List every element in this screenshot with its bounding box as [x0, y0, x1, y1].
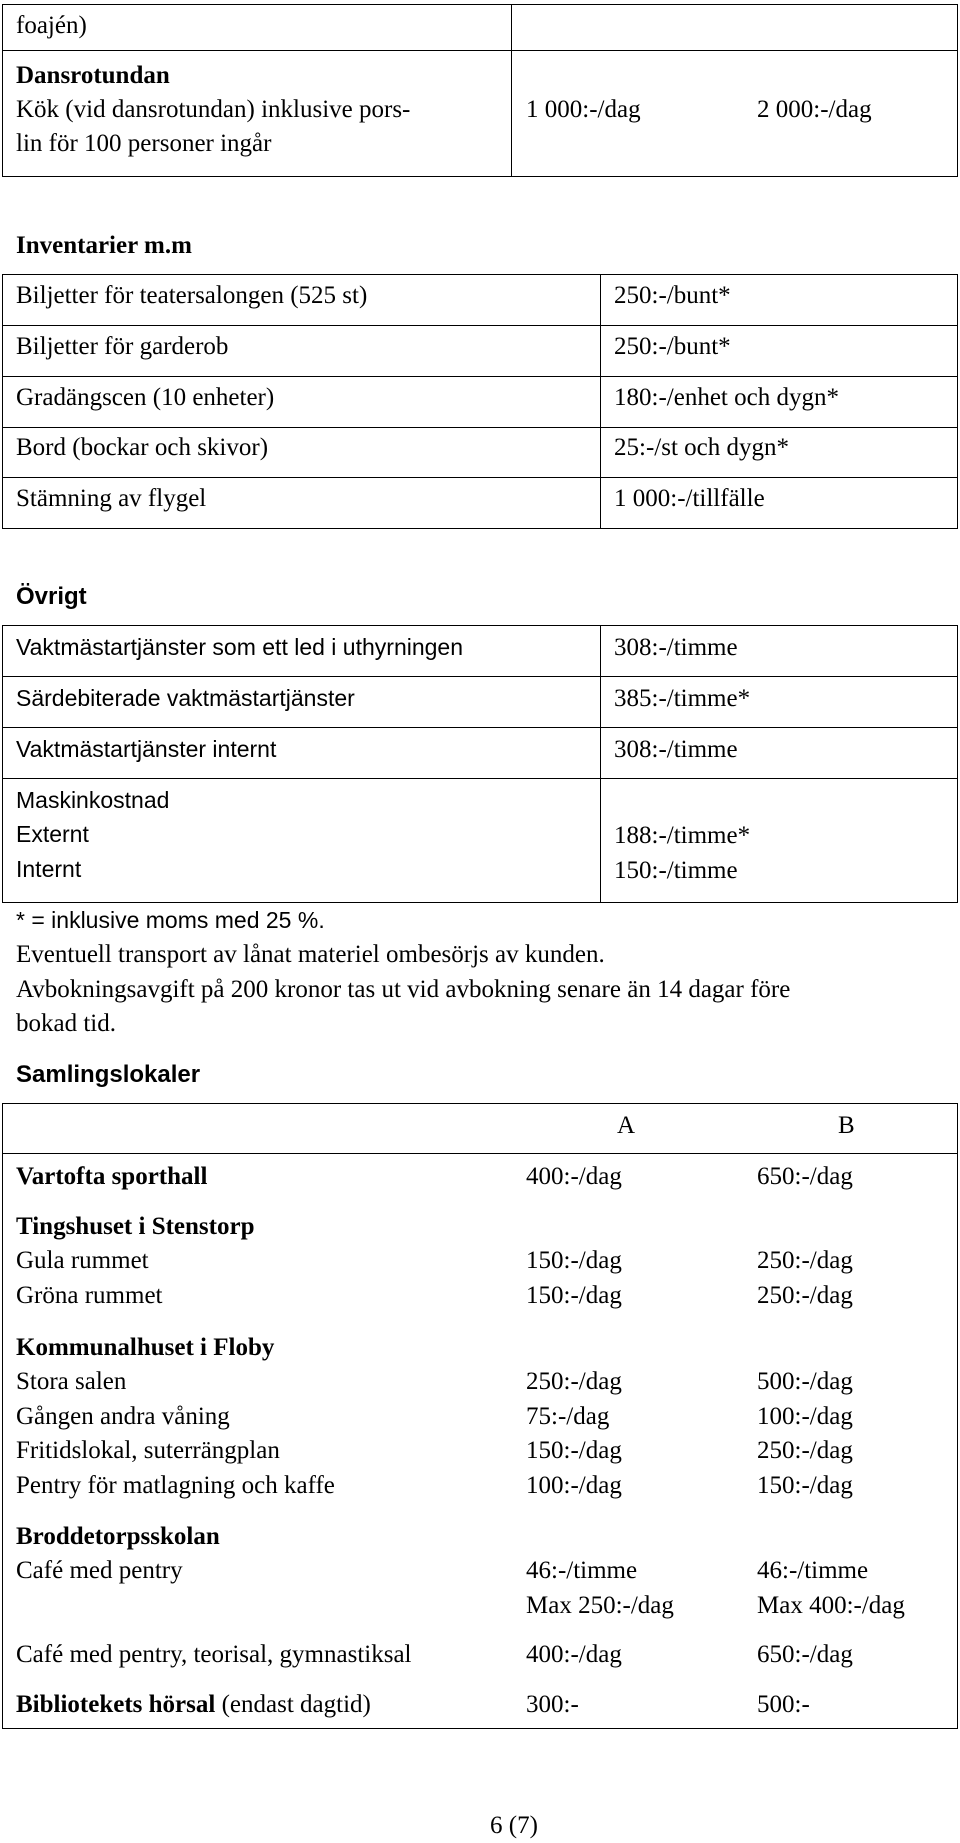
table-border: [2, 1728, 958, 1729]
price-a: 250:-/dag: [526, 1368, 622, 1395]
table-border: [957, 1103, 958, 1729]
note-moms: * = inklusive moms med 25 %.: [16, 907, 325, 933]
price-a: 150:-/dag: [526, 1282, 622, 1309]
table-cell: Vaktmästartjänster som ett led i uthyrningen: [16, 634, 464, 660]
price-a: 300:-: [526, 1691, 579, 1718]
table-cell: 385:-/timme*: [614, 685, 751, 712]
samlingslokaler-heading: Samlingslokaler: [16, 1061, 201, 1088]
room-name: Gången andra våning: [16, 1403, 230, 1430]
price-a: 400:-/dag: [526, 1641, 622, 1668]
room-name: Pentry för matlagning och kaffe: [16, 1472, 335, 1499]
table-border: [2, 625, 958, 626]
room-name: Café med pentry, teorisal, gymnastiksal: [16, 1641, 412, 1668]
table-border: [2, 727, 958, 728]
table-cell: 250:-/bunt*: [614, 333, 731, 360]
table-border: [2, 778, 958, 779]
table-cell: Vaktmästartjänster internt: [16, 736, 277, 762]
venue-title: Tingshuset i Stenstorp: [16, 1213, 255, 1240]
table-cell: 250:-/bunt*: [614, 282, 731, 309]
table-border: [2, 50, 958, 51]
column-header-a: A: [617, 1112, 636, 1139]
dansrotundan-price-b: 2 000:-/dag: [757, 96, 872, 123]
table-border: [957, 625, 958, 903]
table-cell: Maskinkostnad: [16, 787, 170, 813]
table-border: [2, 376, 958, 377]
dansrotundan-desc: Kök (vid dansrotundan) inklusive pors-: [16, 96, 411, 123]
price-b: 650:-/dag: [757, 1163, 853, 1190]
price-a: Max 250:-/dag: [526, 1592, 674, 1619]
prev-row-text: foajén): [16, 12, 87, 39]
table-border: [2, 902, 958, 903]
dansrotundan-price-a: 1 000:-/dag: [526, 96, 641, 123]
price-a: 150:-/dag: [526, 1247, 622, 1274]
price-b: 500:-/dag: [757, 1368, 853, 1395]
table-border: [2, 1103, 3, 1729]
table-cell: Internt: [16, 856, 82, 882]
ovrigt-heading: Övrigt: [16, 583, 87, 610]
page-number: 6 (7): [490, 1812, 538, 1839]
table-border: [2, 274, 3, 529]
room-name: Café med pentry: [16, 1557, 183, 1584]
table-cell: Särdebiterade vaktmästartjänster: [16, 685, 355, 711]
price-a: 150:-/dag: [526, 1437, 622, 1464]
table-border: [2, 625, 3, 903]
room-name: Fritidslokal, suterrängplan: [16, 1437, 280, 1464]
table-cell: 180:-/enhet och dygn*: [614, 384, 839, 411]
table-border: [2, 676, 958, 677]
price-b: 250:-/dag: [757, 1282, 853, 1309]
venue-title: Vartofta sporthall: [16, 1163, 208, 1190]
table-cell: 308:-/timme: [614, 634, 738, 661]
table-border: [2, 4, 3, 177]
table-border: [2, 274, 958, 275]
room-note: (endast dagtid): [215, 1691, 371, 1718]
table-cell: 1 000:-/tillfälle: [614, 485, 765, 512]
price-b: 500:-: [757, 1691, 810, 1718]
table-cell: Biljetter för teatersalongen (525 st): [16, 282, 368, 309]
table-cell: 150:-/timme: [614, 857, 738, 884]
price-b: 100:-/dag: [757, 1403, 853, 1430]
room-name: Gröna rummet: [16, 1282, 163, 1309]
table-cell: 188:-/timme*: [614, 822, 751, 849]
inventarier-heading: Inventarier m.m: [16, 232, 192, 259]
table-border: [511, 4, 512, 177]
price-a: 46:-/timme: [526, 1557, 638, 1584]
venue-title: Kommunalhuset i Floby: [16, 1334, 275, 1361]
price-b: 46:-/timme: [757, 1557, 869, 1584]
price-b: Max 400:-/dag: [757, 1592, 905, 1619]
room-name: Gula rummet: [16, 1247, 149, 1274]
table-cell: Biljetter för garderob: [16, 333, 229, 360]
price-b: 250:-/dag: [757, 1247, 853, 1274]
table-cell: Externt: [16, 821, 89, 847]
note-transport: Eventuell transport av lånat materiel ombesörjs av kunden.: [16, 941, 605, 968]
dansrotundan-title: Dansrotundan: [16, 62, 170, 89]
note-avbokning: bokad tid.: [16, 1010, 116, 1037]
table-cell: 25:-/st och dygn*: [614, 434, 789, 461]
table-border: [2, 528, 958, 529]
dansrotundan-desc: lin för 100 personer ingår: [16, 130, 272, 157]
table-cell: Stämning av flygel: [16, 485, 207, 512]
table-border: [957, 274, 958, 529]
table-border: [2, 427, 958, 428]
table-border: [957, 4, 958, 177]
price-b: 650:-/dag: [757, 1641, 853, 1668]
room-name: [16, 1692, 371, 1717]
table-border: [2, 1153, 958, 1154]
price-a: 75:-/dag: [526, 1403, 610, 1430]
table-border: [600, 625, 601, 903]
price-b: 250:-/dag: [757, 1437, 853, 1464]
table-border: [2, 4, 958, 5]
price-a: 400:-/dag: [526, 1163, 622, 1190]
table-border: [2, 1103, 958, 1104]
price-b: 150:-/dag: [757, 1472, 853, 1499]
venue-title: Bibliotekets hörsal: [16, 1691, 216, 1718]
venue-title: Broddetorpsskolan: [16, 1523, 220, 1550]
table-cell: Gradängscen (10 enheter): [16, 384, 275, 411]
room-name: Stora salen: [16, 1368, 127, 1395]
table-border: [2, 176, 958, 177]
table-border: [600, 274, 601, 529]
table-border: [2, 325, 958, 326]
column-header-b: B: [838, 1112, 855, 1139]
table-cell: Bord (bockar och skivor): [16, 434, 269, 461]
table-cell: 308:-/timme: [614, 736, 738, 763]
price-a: 100:-/dag: [526, 1472, 622, 1499]
note-avbokning: Avbokningsavgift på 200 kronor tas ut vid avbokning senare än 14 dagar före: [16, 976, 791, 1003]
table-border: [2, 477, 958, 478]
